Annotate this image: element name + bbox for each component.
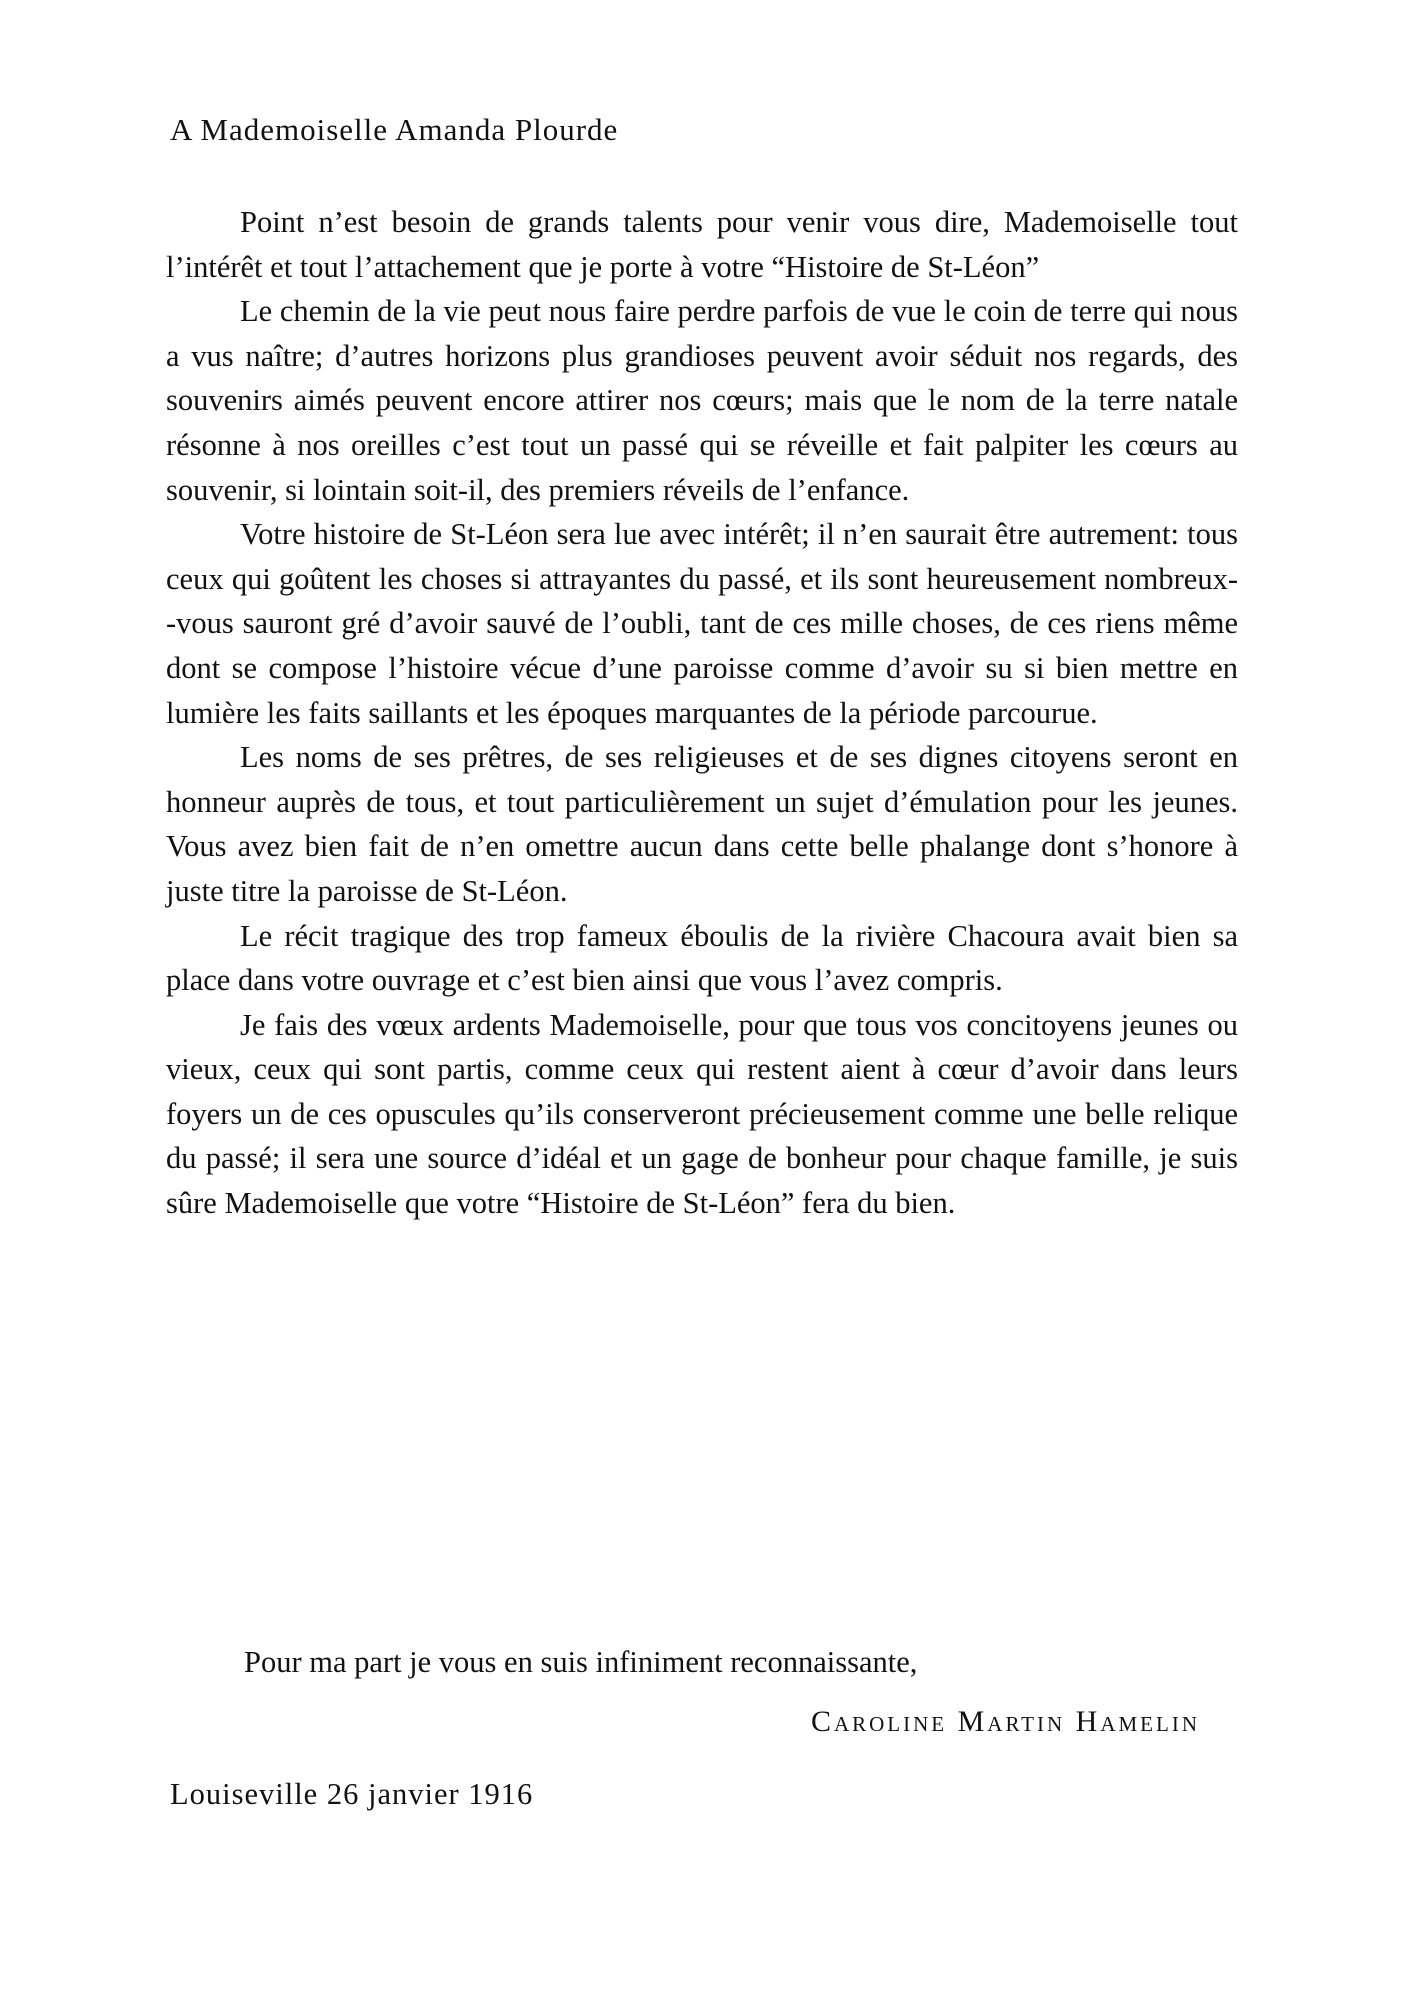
paragraph-3: Votre histoire de St-Léon sera lue avec intérêt; il n’en saurait être autrement: tous ceux qui goûtent les choses si attrayantes du passé, et ils sont heureusement nombreux--vous sauront gré d’avoir sauvé de l’oubli, tant de ces mille choses, de ces riens même dont se compose l’histoire vécue d’une paroisse comme d’avoir su si bien mettre en lumière les faits saillants et les époques marquantes de la période parcourue. (166, 517, 1238, 730)
signature: Caroline Martin Hamelin (810, 1705, 1200, 1738)
letter-body (166, 200, 1238, 1226)
closing-line: Pour ma part je vous en suis infiniment reconnaissante, (244, 1645, 918, 1679)
dateline: Louiseville 26 janvier 1916 (170, 1777, 534, 1811)
paragraph-1: Point n’est besoin de grands talents pour venir vous dire, Mademoiselle tout l’intérêt et tout l’attachement que je porte à votre “Histoire de St-Léon” (166, 205, 1238, 284)
paragraph-4: Les noms de ses prêtres, de ses religieuses et de ses dignes citoyens seront en honneur auprès de tous, et tout particulièrement un sujet d’émulation pour les jeunes. Vous avez bien fait de n’en omettre aucun dans cette belle phalange dont s’honore à juste titre la paroisse de St-Léon. (166, 740, 1238, 908)
salutation: A Mademoiselle Amanda Plourde (170, 112, 619, 147)
paragraph-2: Le chemin de la vie peut nous faire perdre parfois de vue le coin de terre qui nous a vus naître; d’autres horizons plus grandioses peuvent avoir séduit nos regards, des souvenirs aimés peuvent encore attirer nos cœurs; mais que le nom de la terre natale résonne à nos oreilles c’est tout un passé qui se réveille et fait palpiter les cœurs au souvenir, si lointain soit-il, des premiers réveils de l’enfance. (166, 294, 1238, 507)
paragraph-5: Le récit tragique des trop fameux éboulis de la rivière Chacoura avait bien sa place dans votre ouvrage et c’est bien ainsi que vous l’avez compris. (166, 918, 1238, 998)
paragraph-6: Je fais des vœux ardents Mademoiselle, pour que tous vos concitoyens jeunes ou vieux, ceux qui sont partis, comme ceux qui restent aient à cœur d’avoir dans leurs foyers un de ces opuscules qu’ils conserveront précieusement comme une belle relique du passé; il sera une source d’idéal et un gage de bonheur pour chaque famille, je suis sûre Mademoiselle que votre “Histoire de St-Léon” fera du bien. (166, 1007, 1238, 1221)
